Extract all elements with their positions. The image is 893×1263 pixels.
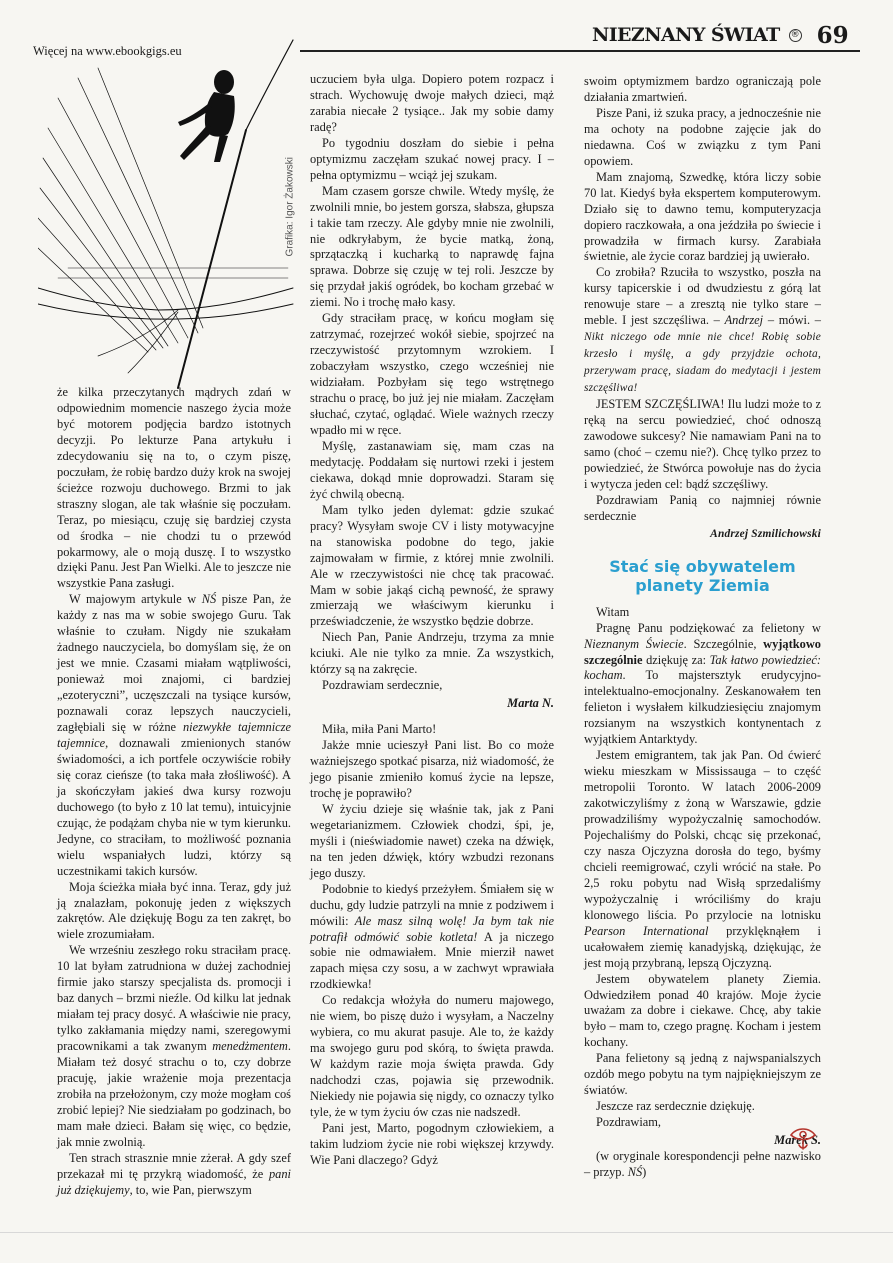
source-note: Więcej na www.ebookgigs.eu <box>33 44 182 58</box>
reply-paragraph: Podobnie to kiedyś przeżyłem. Śmiałem się w duchu, gdy ludzie patrzyli na mnie z podziwem i mówili: Ale masz silną wolę! Ja bym tak nie potrafił odmówić sobie kotleta! A ja niczego sobie nie odmawiałem. Mnie mierził nawet zapach mięsa czy sosu, a w zachwyt wprawiała rzodkiewka! <box>310 881 554 992</box>
col3-paragraph: JESTEM SZCZĘŚLIWA! Ilu ludzi może to z ręką na sercu powiedzieć, choć odnoszą zawodowe sukcesy? Nie namawiam Pani na to samo (choć – czemu nie?). Chcę tylko przez to powiedzieć, że Stwórca powołuje nas do życia i wytycza jeden cel: bądź szczęśliwy. <box>584 397 821 491</box>
letter-paragraph: Pragnę Panu podziękować za felietony w Nieznanym Świecie. Szczególnie, wyjątkowo szczególnie dziękuję za: Tak łatwo powiedzieć: kocham. To majstersztyk erudycyjno-intelektualno-emocjonalny. Zeskanowałem ten felieton i wysłałem kilkudziesięciu znajomym rozsianym na wszystkich kontynentach z wyjątkiem Antarktydy. <box>584 620 821 747</box>
col3-paragraph: Mam znajomą, Szwedkę, która liczy sobie 70 lat. Kiedyś była ekspertem komputerowym. Działo się to dawno temu, komputeryzacja dopiero raczkowała, a ona jeździła po świecie i prowadziła w firmach kursy. Zarabiała świetnie, ale życie coraz bardziej ją uwierało. <box>584 169 821 264</box>
letter-title-line: planety Ziemia <box>635 575 770 595</box>
header-rule <box>300 50 860 52</box>
col3-paragraph: Co zrobiła? Rzuciła to wszystko, poszła na kursy tapicerskie i od dwudziestu z górą lat renowuje stare – a zresztą nie tylko stare – meble. I jest szczęśliwa. – Andrzej – mówi. – Nikt niczego ode mnie nie chce! Robię sobie krzesło i myślę, a gdy przyjdzie ochota, przerywam pracę, siadam do medytacji i jestem szczęśliwa! <box>584 265 821 395</box>
col1-paragraph: W majowym artykule w NŚ pisze Pan, że każdy z nas ma w sobie swojego Guru. Tak właśnie to czułam. Nigdy nie szukałam żadnego nauczyciela, bo domyślam się, że on jest we mnie. Czasami miałam wątpliwości, ponieważ moi znajomi, ci bardziej „ezoteryczni”, uczęszczali na tysiące kursów, poznawali coraz lepszych nauczycieli, zagłębiali się w różne niezwykłe tajemnicze tajemnice, doznawali zmienionych stanów świadomości, a ich portfele oczywiście robiły się coraz cieńsze (to taka mała złośliwość). A ja skończyłam jakieś dwa kursy rozwoju duchowego (to było z 10 lat temu), intuicyjnie czując, że podążam chyba nie w tym kierunku. Jedyne, co straciłam, to możliwość poznania wielu wspaniałych ludzi, którzy są uczestnikami takich kursów. <box>57 592 291 878</box>
col3-paragraph: Pisze Pani, iż szuka pracy, a jednocześnie nie ma ochoty na podobne zajęcie jak do niedawna. Coś w związku z tym Pani opowiem. <box>584 105 821 168</box>
col2-paragraph: Pozdrawiam serdecznie, <box>322 678 443 693</box>
col2-paragraph: Myślę, zastanawiam się, mam czas na medytację. Poddałam się nurtowi rzeki i jestem ciekawa, dokąd mnie doprowadzi. Staram się żyć chwilą obecną. <box>310 438 554 501</box>
ns-eye-logo <box>789 1125 817 1151</box>
col1-paragraph: We wrześniu zeszłego roku straciłam pracę. 10 lat byłam zatrudniona w dużej zachodniej firmie jako starszy specjalista ds. promocji i baz danych – brzmi nieźle. Od kilku lat jednak miałam tej pracy dosyć. A właściwie nie pracy, tylko zakłamania między nami, szeregowymi pracownikami a tak zwanym menedżmentem. Miałam też dosyć strachu o to, czy dobrze pracuję, jakie wrażenie moja prezentacja zrobiła na przełożonym, czy może mogłam coś zrobić lepiej? Nie siedziałam po godzinach, bo mam małe dzieci. Bałam się więc, co będzie, jak mnie zwolnią. <box>57 943 291 1149</box>
col1-paragraph: Ten strach strasznie mnie zżerał. A gdy szef przekazał mi tę przykrą wiadomość, że pani już dziękujemy, to, wie Pan, pierwszym <box>57 1150 291 1197</box>
footer-rule <box>0 1232 893 1233</box>
reply-paragraph: Co redakcja włożyła do numeru majowego, nie wiem, bo piszę dużo i wysyłam, a Naczelny wybiera, co mu akurat pasuje. Ale to, że każdy ma swojego guru pod skórą, to święta prawda. W każdym razie moja święta prawda. Gdy nadchodzi czas, pojawia się przewodnik. Niekiedy nie pojawia się nigdy, co oznaczy tylko tyle, że w tym życiu ów czas nie nadszedł. <box>310 993 554 1119</box>
credit-text: Grafika: Igor Żakowski <box>284 157 296 257</box>
column-2 <box>310 72 554 1169</box>
registered-mark: ® <box>790 29 800 40</box>
magazine-header <box>592 22 854 48</box>
reply-paragraph: Miła, miła Pani Marto! <box>322 722 437 737</box>
col2-paragraph: Mam tylko jeden dylemat: gdzie szukać pracy? Wysyłam swoje CV i listy motywacyjne na stanowiska podobne do tego, jakie zajmowałam w firmie, z której mnie zwolnili. Ale w rzeczywistości nie chcę tak pracować. Mam w sobie jakąś cichą pewność, że sprawy zmierzają we właściwym kierunku i przeświadczenie, że wszystko będzie dobrze. <box>310 502 554 629</box>
magazine-title: NIEZNANY ŚWIAT <box>592 24 780 46</box>
reply-paragraph: Jakże mnie ucieszył Pani list. Bo co może ważniejszego spotkać pisarza, niż wiadomość, że jego pisanie zmieniło komuś życie na lepsze, trochę je poprawiło? <box>310 738 554 800</box>
figure-with-staff-sketch <box>38 38 296 390</box>
col2-paragraph: Po tygodniu doszłam do siebie i pełna optymizmu zaczęłam szukać nowej pracy. I – pełna optymizmu – wciąż jej szukam. <box>310 135 554 182</box>
signature-marek: Marek S. <box>774 1133 821 1148</box>
signature-andrzej: Andrzej Szmilichowski <box>710 527 821 540</box>
page-number: 69 <box>816 21 849 49</box>
illustration-credit <box>281 128 296 258</box>
column-3 <box>584 74 821 1181</box>
letter-title <box>584 557 821 595</box>
col2-paragraph: uczuciem była ulga. Dopiero potem rozpacz i strach. Wychowuję dwoje małych dzieci, mąż zarabia niecałe 2 tysiące.. Jak my sobie damy radę? <box>310 72 554 134</box>
col1-paragraph: że kilka przeczytanych mądrych zdań w odpowiednim momencie naszego życia może być motorem podjęcia bardzo istotnych decyzji. Po lekturze Pana artykułu i zdecydowaniu się na to, o czym piszę, poczułam, że robię bardzo duży krok na swojej ścieżce rozwoju duchowego. Brzmi to jak straszny slogan, ale tak właśnie się poczułam. Teraz, po miesiącu, czuję się bardziej czysta od środka – nie chodzi tu o przewód pokarmowy, ale o moją duszę. I to wszystko dzięki Panu. Jest Pan Wielki. Ale to jeszcze nie wszystkie Pana zasługi. <box>57 385 291 591</box>
reply-paragraph: Pani jest, Marto, pogodnym człowiekiem, a takim ludziom życie nie robi większej krzywdy. Wie Pani dlaczego? Gdyż <box>310 1120 554 1167</box>
col3-paragraph: swoim optymizmem bardzo ograniczają pole działania zmartwień. <box>584 74 821 104</box>
col2-paragraph: Niech Pan, Panie Andrzeju, trzyma za mnie kciuki. Ale nie tylko za mnie. Za wszystkich, którzy są na zakręcie. <box>310 630 554 677</box>
letter-paragraph: Witam <box>596 604 630 619</box>
col1-paragraph: Moja ścieżka miała być inna. Teraz, gdy już ją znalazłam, pokonuję jeden z większych zakrętów. Ale dziękuję Bogu za ten zakręt, bo wiele zrozumiałam. <box>57 879 291 942</box>
col3-paragraph: Pozdrawiam Panią co najmniej równie serdecznie <box>584 492 821 523</box>
reply-paragraph: W życiu dzieje się właśnie tak, jak z Pani wegetarianizmem. Człowiek chodzi, śpi, je, myśli i (nieświadomie nawet) czeka na dźwięk, na ten jeden dźwięk, który wzbudzi rezonans jego duszy. <box>310 801 554 880</box>
letter-paragraph: Jeszcze raz serdecznie dziękuję. <box>596 1099 755 1114</box>
signature-marta: Marta N. <box>507 696 554 711</box>
letter-title-line: Stać się obywatelem <box>609 556 796 576</box>
letter-paragraph: Pana felietony są jedną z najwspanialszych ozdób mego pobytu na tym najpiękniejszym ze światów. <box>584 1051 821 1098</box>
col2-paragraph: Gdy straciłam pracę, w końcu mogłam się zatrzymać, rozejrzeć wokół siebie, spojrzeć na rzeczywistość przytomnym wzrokiem. I zobaczyłam wszystko, czego wcześniej nie widziałam. Pozbyłam się tego wstrętnego strachu o pracę, bo już jej nie miałam. Zaczęłam słuchać, czytać, oglądać. Wiele ważnych rzeczy wpadło mi w ręce. <box>310 311 554 437</box>
column-1 <box>57 385 291 1199</box>
letter-paragraph: Pozdrawiam, <box>596 1115 662 1130</box>
col2-paragraph: Mam czasem gorsze chwile. Wtedy myślę, że zwolnili mnie, bo jestem gorsza, słabsza, głupsza i takie tam rzeczy. Ale gdyby mnie nie zwolnili, nie odkryłabym, że bycie matką, żoną, sprzątaczką i kucharką to naprawdę fajna sprawa. Dobrze się czuję w tej roli. Jeszcze by się przydał jakiś ogródek, bo kocham grzebać w ziemi. No i trochę mało kasy. <box>310 183 554 310</box>
letter-paragraph: Jestem obywatelem planety Ziemia. Odwiedziłem ponad 40 krajów. Moje życie uważam za dobre i ciekawe. Chcę, aby takie było – mam to, czego pragnę. Kocham i jestem kochany. <box>584 971 821 1050</box>
letter-paragraph: Jestem emigrantem, tak jak Pan. Od ćwierć wieku mieszkam w Mississauga – to część metropolii Toronto. W latach 2006-2009 zakotwiczyliśmy z żoną w Warszawie, gdzie prowadziliśmy wypożyczalnię samochodów. Pojechaliśmy do Polski, chcąc się przekonać, czy nasza Ojczyzna dorosła do tego, byśmy chcieli reemigrować, czyli wrócić na stałe. Po 2,5 roku pobytu nad Wisłą sprzedaliśmy wypożyczalnię i wróciliśmy do kraju klonowego liścia. Po przylocie na lotnisku Pearson International przyklęknąłem i ucałowałem ziemię kanadyjską, dziękując, że jest moją przybraną, lepszą Ojczyzną. <box>584 748 821 970</box>
letter-footnote: (w oryginale korespondencji pełne nazwisko – przyp. NŚ) <box>584 1149 821 1179</box>
